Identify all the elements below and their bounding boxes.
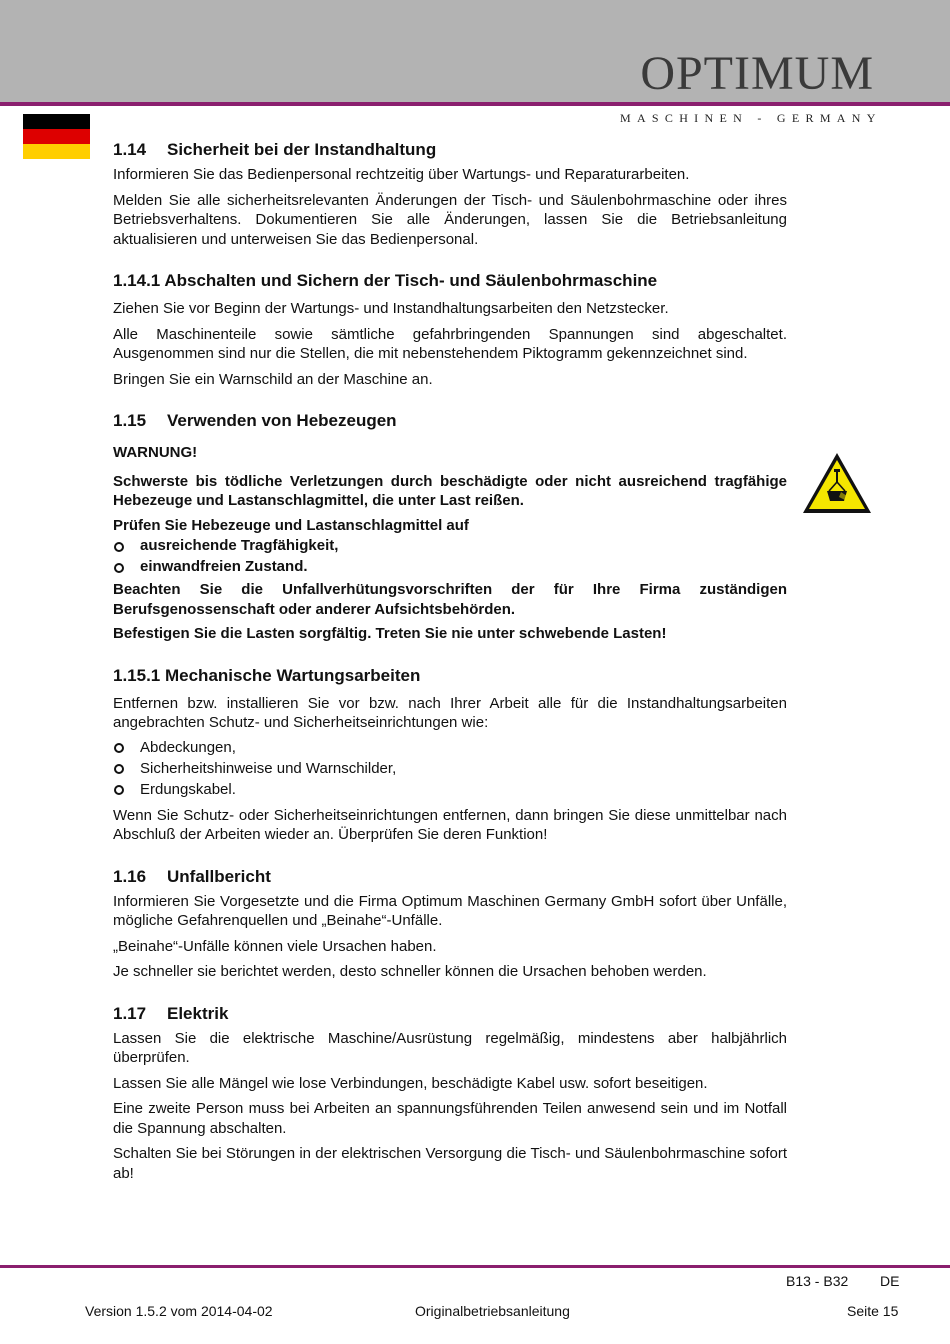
paragraph: Schalten Sie bei Störungen in der elektrischen Versorgung die Tisch- und Säulenbohrmaschine sofort ab!	[113, 1145, 787, 1182]
footer-page-number: Seite 15	[847, 1303, 899, 1319]
footer-doc-type: Originalbetriebsanleitung	[415, 1303, 570, 1319]
section-heading: 1.14 Sicherheit bei der Instandhaltung	[113, 140, 437, 159]
paragraph: Ziehen Sie vor Beginn der Wartungs- und Instandhaltungsarbeiten den Netzstecker.	[113, 300, 669, 317]
list-item: Sicherheitshinweise und Warnschilder,	[113, 758, 787, 779]
section-heading: 1.14.1 Abschalten und Sichern der Tisch- und Säulenbohrmaschine	[113, 271, 658, 290]
header-rule	[0, 102, 950, 106]
section-heading: 1.16 Unfallbericht	[113, 866, 271, 886]
warning-label: WARNUNG!	[113, 444, 198, 461]
brand-logo: OPTIMUM	[640, 47, 874, 100]
list-item: einwandfreien Zustand.	[113, 556, 787, 577]
paragraph: Bringen Sie ein Warnschild an der Maschine an.	[113, 370, 433, 388]
paragraph: Lassen Sie alle Mängel wie lose Verbindungen, beschädigte Kabel usw. sofort beseitigen.	[113, 1074, 708, 1092]
warning-text: Prüfen Sie Hebezeuge und Lastanschlagmittel auf	[113, 516, 469, 534]
list-item: ausreichende Tragfähigkeit,	[113, 535, 787, 556]
footer-rule	[0, 1265, 950, 1268]
brand-subtitle: MASCHINEN - GERMANY	[620, 111, 882, 125]
paragraph: Eine zweite Person muss bei Arbeiten an spannungsführenden Teilen anwesend sein und im Notfall die Spannung abschalten.	[113, 1100, 787, 1137]
footer-version: Version 1.5.2 vom 2014-04-02	[85, 1303, 273, 1319]
paragraph: Wenn Sie Schutz- oder Sicherheitseinrichtungen entfernen, dann bringen Sie diese unmittelbar nach Abschluß der Arbeiten wieder an. Überprüfen Sie deren Funktion!	[113, 806, 787, 843]
section-heading: 1.17 Elektrik	[113, 1003, 229, 1023]
german-flag-icon	[23, 114, 90, 159]
paragraph: Informieren Sie das Bedienpersonal rechtzeitig über Wartungs- und Reparaturarbeiten.	[113, 166, 690, 183]
paragraph: „Beinahe“-Unfälle können viele Ursachen haben.	[113, 937, 437, 955]
paragraph: Entfernen bzw. installieren Sie vor bzw. nach Ihrer Arbeit alle für die Instandhaltungsarbeiten angebrachten Schutz- und Sicherheitseinrichtungen wie:	[113, 694, 787, 731]
warning-text: Befestigen Sie die Lasten sorgfältig. Treten Sie nie unter schwebende Lasten!	[113, 625, 667, 642]
document-body	[113, 138, 787, 1183]
section-heading: 1.15.1 Mechanische Wartungsarbeiten	[113, 665, 421, 685]
list-item: Abdeckungen,	[113, 737, 787, 758]
suspended-load-warning-icon	[801, 451, 873, 515]
warning-text: Beachten Sie die Unfallverhütungsvorschriften der für Ihre Firma zuständigen Berufsgenossenschaft oder anderer Aufsichtsbehörden.	[113, 581, 787, 618]
paragraph: Alle Maschinenteile sowie sämtliche gefahrbringenden Spannungen sind abgeschaltet. Ausgenommen sind nur die Stellen, die mit nebenstehendem Piktogramm gekennzeichnet sind.	[113, 325, 787, 362]
bullet-list	[113, 535, 787, 577]
footer-model: B13 - B32	[786, 1273, 849, 1289]
paragraph: Lassen Sie die elektrische Maschine/Ausrüstung regelmäßig, mindestens aber halbjährlich überprüfen.	[113, 1029, 787, 1066]
paragraph: Informieren Sie Vorgesetzte und die Firma Optimum Maschinen Germany GmbH sofort über Unfälle, mögliche Gefahrenquellen und „Beinahe“-Unfälle.	[113, 892, 787, 929]
paragraph: Melden Sie alle sicherheitsrelevanten Änderungen der Tisch- und Säulenbohrmaschine oder ihres Betriebsverhaltens. Dokumentieren Sie alle Änderungen, lassen Sie die Betriebsanleitung aktualisieren und unterweisen Sie das Bedienpersonal.	[113, 191, 787, 248]
warning-text: Schwerste bis tödliche Verletzungen durch beschädigte oder nicht ausreichend tragfähige Hebezeuge und Lastanschlagmittel, die unter Last reißen.	[113, 472, 787, 509]
bullet-list	[113, 737, 787, 800]
paragraph: Je schneller sie berichtet werden, desto schneller können die Ursachen behoben werden.	[113, 963, 707, 980]
footer-language: DE	[880, 1273, 900, 1289]
section-heading: 1.15 Verwenden von Hebezeugen	[113, 411, 397, 430]
list-item: Erdungskabel.	[113, 779, 787, 800]
